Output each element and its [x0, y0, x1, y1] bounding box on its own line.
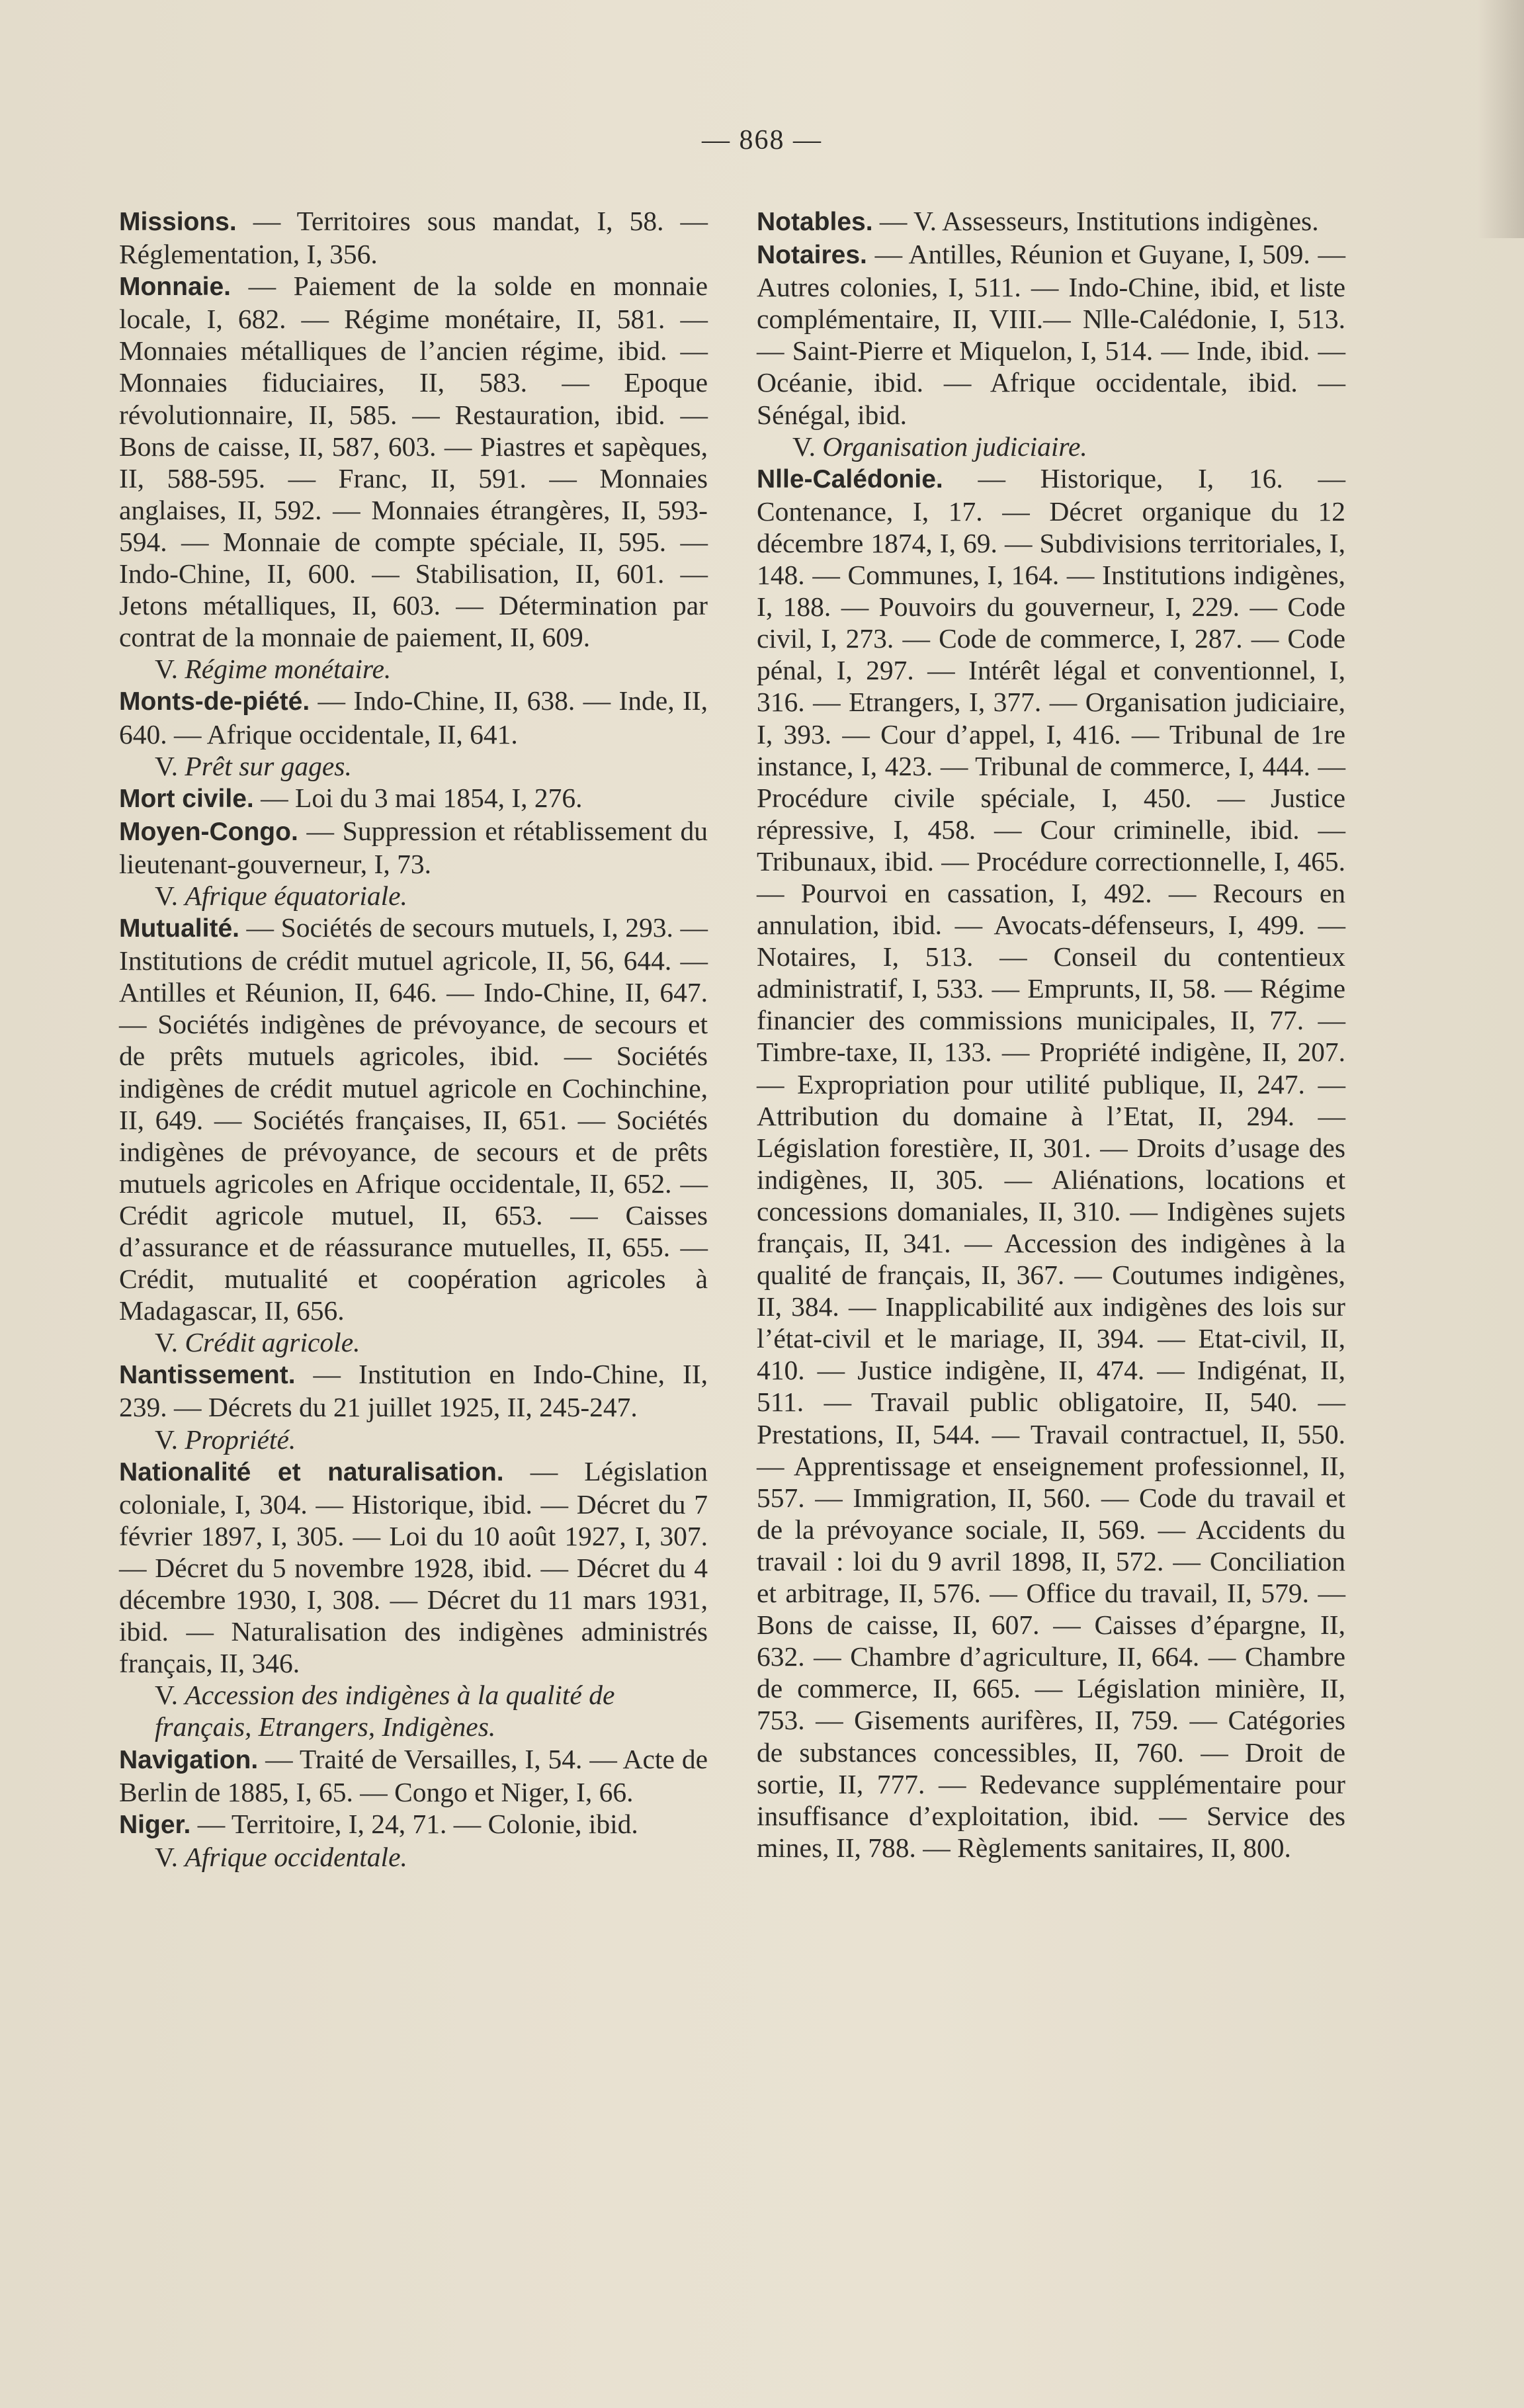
see-also-prefix: V.: [792, 431, 823, 462]
see-also-reference: [155, 1841, 708, 1873]
index-entry: [119, 815, 708, 880]
index-references: — Traité de Versailles, I, 54. — Acte de Berlin de 1885, I, 65. — Congo et Niger, I, 66.: [119, 1743, 708, 1807]
index-entry: [119, 1455, 708, 1680]
index-references: — Paiement de la solde en monnaie locale, I, 682. — Régime monétaire, II, 581. — Monnaies métalliques de l’ancien régime, ibid. — Monnaies fiduciaires, II, 583. — Epoque révolutionnaire, II, 585. — Restauration, ibid. — Bons de caisse, II, 587, 603. — Piastres et sapèques, II, 588-595. — Franc, II, 591. — Monnaies anglaises, II, 592. — Monnaies étrangères, II, 593-594. — Monnaie de compte spéciale, II, 595. — Indo-Chine, II, 600. — Stabilisation, II, 601. — Jetons métalliques, II, 603. — Détermination par contrat de la monnaie de paiement, II, 609.: [119, 271, 708, 653]
see-also-reference: [155, 750, 708, 782]
index-references: — V. Assesseurs, Institutions indigènes.: [872, 206, 1319, 236]
index-entry: [119, 912, 708, 1326]
index-entry: [119, 1808, 708, 1841]
index-references: — Indo-Chine, II, 638. — Inde, II, 640. — Afrique occidentale, II, 641.: [119, 685, 708, 750]
see-also-target: Organisation judiciaire.: [822, 431, 1087, 462]
index-references: — Historique, I, 16. — Contenance, I, 17. — Décret organique du 12 décembre 1874, I, 69. — Subdivisions territoriales, I, 148. — Communes, I, 164. — Institutions indigènes, I, 188. — Pouvoirs du gouverneur, I, 229. — Code civil, I, 273. — Code de commerce, I, 287. — Code pénal, I, 297. — Intérêt légal et conventionnel, I, 316. — Etrangers, I, 377. — Organisation judiciaire, I, 393. — Cour d’appel, I, 416. — Tribunal de 1re instance, I, 423. — Tribunal de commerce, I, 444. — Procédure civile spéciale, I, 450. — Justice répressive, I, 458. — Cour criminelle, ibid. — Tribunaux, ibid. — Procédure correctionnelle, I, 465. — Pourvoi en cassation, I, 492. — Recours en annulation, ibid. — Avocats-défenseurs, I, 499. — Notaires, I, 513. — Conseil du contentieux administratif, I, 533. — Emprunts, II, 58. — Régime financier des commissions municipales, II, 77. — Timbre-taxe, II, 133. — Propriété indigène, II, 207. — Expropriation pour utilité publique, II, 247. — Attribution du domaine à l’Etat, II, 294. — Législation forestière, II, 301. — Droits d’usage des indigènes, II, 305. — Aliénations, locations et concessions domaniales, II, 310. — Indigènes sujets français, II, 341. — Accession des indigènes à la qualité de français, II, 367. — Coutumes indigènes, II, 384. — Inapplicabilité aux indigènes des lois sur l’état-civil et le mariage, II, 394. — Etat-civil, II, 410. — Justice indigène, II, 474. — Indigénat, II, 511. — Travail public obligatoire, II, 540. — Prestations, II, 544. — Travail contractuel, II, 550. — Apprentissage et enseignement professionnel, II, 557. — Immigration, II, 560. — Code du travail et de la prévoyance sociale, II, 569. — Accidents du travail : loi du 9 avril 1898, II, 572. — Conciliation et arbitrage, II, 576. — Office du travail, II, 579. — Bons de caisse, II, 607. — Caisses d’épargne, II, 632. — Chambre d’agriculture, II, 664. — Chambre de commerce, II, 665. — Législation minière, II, 753. — Gisements aurifères, II, 759. — Catégories de substances concessibles, II, 760. — Droit de sortie, II, 777. — Redevance supplémentaire pour insuffisance d’exploitation, ibid. — Service des mines, II, 788. — Règlements sanitaires, II, 800.: [757, 462, 1345, 1863]
see-also-target: Afrique occidentale.: [185, 1841, 407, 1872]
index-heading: Navigation.: [119, 1745, 259, 1774]
see-also-prefix: V.: [155, 654, 185, 685]
index-entry: [119, 270, 708, 653]
see-also-reference: [155, 880, 708, 912]
see-also-target: Accession des indigènes à la qualité de français, Etrangers, Indigènes.: [155, 1680, 615, 1742]
see-also-prefix: V.: [155, 1327, 185, 1358]
see-also-prefix: V.: [155, 1680, 185, 1711]
index-heading: Mort civile.: [119, 784, 254, 813]
index-heading: Mutualité.: [119, 914, 239, 943]
index-references: — Suppression et rétablissement du lieutenant-gouverneur, I, 73.: [119, 815, 708, 879]
index-column-right: [757, 205, 1345, 1864]
index-entry: [119, 205, 708, 270]
see-also-target: Propriété.: [185, 1424, 296, 1455]
index-heading: Moyen-Congo.: [119, 817, 298, 846]
index-heading: Nantissement.: [119, 1361, 296, 1390]
index-entry: [119, 1358, 708, 1423]
see-also-prefix: V.: [155, 1424, 185, 1455]
index-heading: Monnaie.: [119, 273, 232, 302]
see-also-reference: [792, 431, 1345, 462]
see-also-reference: [155, 653, 708, 685]
see-also-target: Régime monétaire.: [185, 654, 392, 685]
index-heading: Missions.: [119, 208, 237, 236]
index-entry: [119, 685, 708, 750]
index-references: — Territoire, I, 24, 71. — Colonie, ibid.: [190, 1808, 638, 1839]
index-heading: Monts-de-piété.: [119, 687, 310, 716]
index-references: — Sociétés de secours mutuels, I, 293. — Institutions de crédit mutuel agricole, II, 56, 644. — Antilles et Réunion, II, 646. — Indo-Chine, II, 647. — Sociétés indigènes de prévoyance, de secours et de prêts mutuels agricoles, ibid. — Sociétés indigènes de crédit mutuel agricole en Cochinchine, II, 649. — Sociétés françaises, II, 651. — Sociétés indigènes de prévoyance, de secours et de prêts mutuels agricoles en Afrique occidentale, II, 652. — Crédit agricole mutuel, II, 653. — Caisses d’assurance et de réassurance mutuelles, II, 655. — Crédit, mutualité et coopération agricoles à Madagascar, II, 656.: [119, 912, 708, 1326]
see-also-target: Crédit agricole.: [185, 1327, 360, 1358]
index-heading: Nationalité et naturalisation.: [119, 1457, 504, 1486]
index-column-left: [119, 205, 708, 1873]
index-entry: [757, 238, 1345, 431]
see-also-prefix: V.: [155, 1841, 185, 1872]
index-entry: [757, 462, 1345, 1864]
index-heading: Nlle-Calédonie.: [757, 464, 943, 494]
see-also-reference: [155, 1326, 708, 1358]
index-heading: Notables.: [757, 208, 873, 236]
index-references: — Antilles, Réunion et Guyane, I, 509. — Autres colonies, I, 511. — Indo-Chine, ibid, et liste complémentaire, II, VIII.— Nlle-Calédonie, I, 513.— Saint-Pierre et Miquelon, I, 514. — Inde, ibid. — Océanie, ibid. — Afrique occidentale, ibid. — Sénégal, ibid.: [757, 239, 1345, 430]
index-entry: [119, 1743, 708, 1808]
see-also-prefix: V.: [155, 880, 185, 911]
page-edge-shadow: [1478, 0, 1524, 238]
see-also-target: Prêt sur gages.: [185, 750, 352, 781]
index-references: — Institution en Indo-Chine, II, 239. — Décrets du 21 juillet 1925, II, 245-247.: [119, 1359, 708, 1423]
index-references: — Territoires sous mandat, I, 58. — Réglementation, I, 356.: [119, 206, 708, 270]
index-references: — Législation coloniale, I, 304. — Historique, ibid. — Décret du 7 février 1897, I, 305. — Loi du 10 août 1927, I, 307. — Décret du 5 novembre 1928, ibid. — Décret du 4 décembre 1930, I, 308. — Décret du 11 mars 1931, ibid. — Naturalisation des indigènes administrés français, II, 346.: [119, 1455, 708, 1679]
index-entry: [757, 205, 1345, 238]
see-also-target: Afrique équatoriale.: [185, 880, 407, 911]
see-also-reference: [155, 1679, 708, 1742]
see-also-reference: [155, 1424, 708, 1455]
page-number: — 868 —: [702, 125, 822, 155]
index-heading: Notaires.: [757, 241, 867, 270]
see-also-prefix: V.: [155, 750, 185, 781]
index-heading: Niger.: [119, 1810, 191, 1839]
index-entry: [119, 782, 708, 815]
index-references: — Loi du 3 mai 1854, I, 276.: [253, 782, 583, 813]
